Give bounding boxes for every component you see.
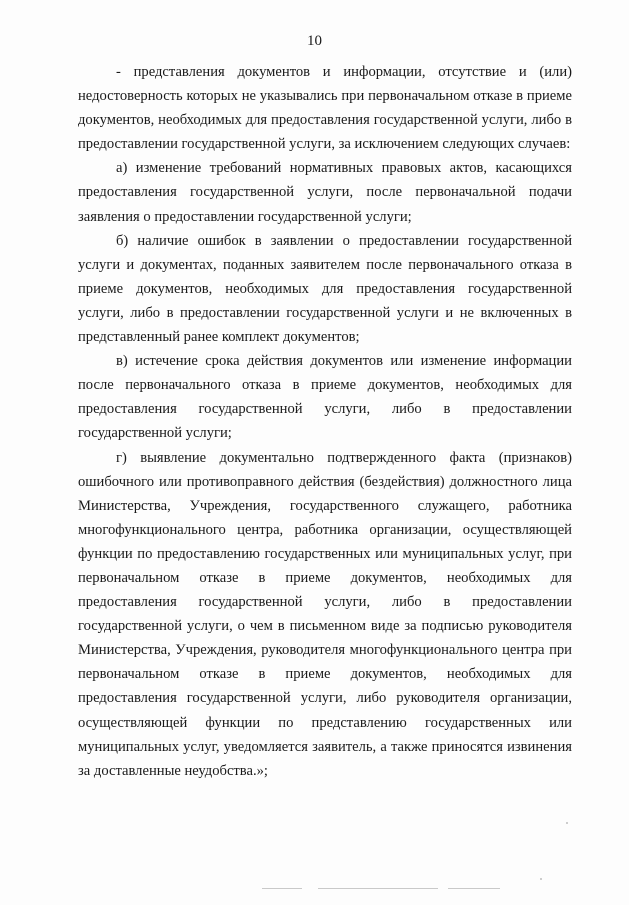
document-body: [78, 60, 572, 783]
scan-artifact-dot: [540, 878, 542, 880]
page-number: 10: [307, 33, 322, 49]
scan-artifact-dot: [566, 822, 568, 824]
paragraph-item-b: б) наличие ошибок в заявлении о предоставлении государственной услуги и документах, поданных заявителем после первоначального отказа в приеме документов, необходимых для предоставления государственной услуги, либо в предоставлении государственной услуги и не включенных в представленный ранее комплект документов;: [78, 232, 572, 346]
scan-artifact-line: [448, 888, 500, 889]
scan-artifact-line: [262, 888, 302, 889]
paragraph-item-g: г) выявление документально подтвержденного факта (признаков) ошибочного или противоправного действия (бездействия) должностного лица Министерства, Учреждения, государственного служащего, работника многофункционального центра, работника организации, осуществляющей функции по предоставлению государственных или муниципальных услуг, при первоначальном отказе в приеме документов, необходимых для предоставления государственной услуги, либо в предоставлении государственной услуги, о чем в письменном виде за подписью руководителя Министерства, Учреждения, руководителя многофункционального центра при первоначальном отказе в приеме документов, необходимых для предоставления государственной услуги, либо руководителя организации, осуществляющей функции по представлению государственных или муниципальных услуг, уведомляется заявитель, а также приносятся извинения за доставленные неудобства.»;: [78, 449, 572, 779]
scan-artifact-line: [318, 888, 438, 889]
paragraph-exceptions-intro: - представления документов и информации, отсутствие и (или) недостоверность которых не указывались при первоначальном отказе в приеме документов, необходимых для предоставления государственной услуги, либо в предоставлении государственной услуги, за исключением следующих случаев:: [78, 64, 572, 153]
paragraph-item-v: в) истечение срока действия документов или изменение информации после первоначального отказа в приеме документов, необходимых для предоставления государственной услуги, либо в предоставлении государственной услуги;: [78, 353, 572, 442]
paragraph-item-a: а) изменение требований нормативных правовых актов, касающихся предоставления государственной услуги, после первоначальной подачи заявления о предоставлении государственной услуги;: [78, 160, 572, 225]
